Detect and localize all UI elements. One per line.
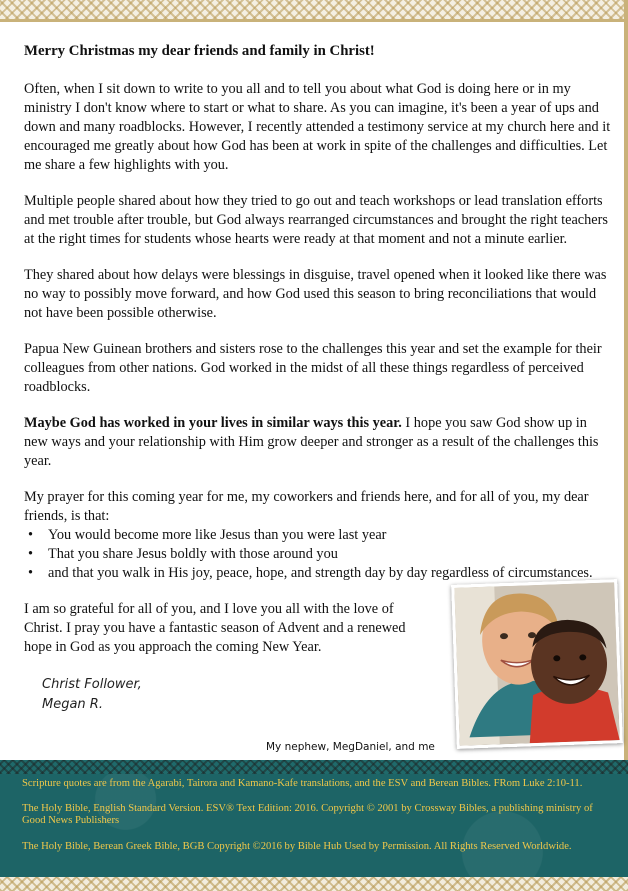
paragraph-maybe: [24, 414, 614, 471]
footer-bgb-copyright: The Holy Bible, Berean Greek Bible, BGB Copyright ©2016 by Bible Hub Used by Permission. All Rights Reserved Worldwide.: [22, 840, 572, 852]
photo-caption: My nephew, MegDaniel, and me: [266, 741, 435, 753]
paragraph-delays: They shared about how delays were blessings in disguise, travel opened when it looked like there was no way to possibly move forward, and how God used this season to bring reconciliations that would not have been possible otherwise.: [24, 267, 607, 321]
prayer-item: • That you share Jesus boldly with those around you: [24, 545, 614, 564]
signature: [42, 675, 142, 715]
top-decorative-border: [0, 0, 628, 22]
right-border-line: [624, 0, 628, 760]
photo-illustration: [454, 582, 619, 745]
footer-scripture-sources: Scripture quotes are from the Agarabi, Tairora and Kamano-Kafe translations, and the ESV and Berean Bibles. FRom Luke 2:10-11.: [22, 778, 583, 789]
prayer-intro: My prayer for this coming year for me, my coworkers and friends here, and for all of you, my dear friends, is that:: [24, 489, 589, 524]
family-photo: [451, 579, 623, 749]
footer-credits: [22, 778, 602, 866]
prayer-item: • and that you walk in His joy, peace, hope, and strength day by day regardless of circumstances.: [24, 564, 614, 583]
letter-body: [24, 42, 614, 674]
footer-banner: [0, 760, 628, 891]
prayer-item: • You would become more like Jesus than you were last year: [24, 526, 614, 545]
paragraph-maybe-bold: Maybe God has worked in your lives in similar ways this year.: [24, 415, 402, 431]
footer-esv-copyright: The Holy Bible, English Standard Version. ESV® Text Edition: 2016. Copyright © 2001 by Crossway Bibles, a publishing ministry of Good News Publishers: [22, 803, 593, 827]
signature-line-2: Megan R.: [42, 697, 103, 712]
letter-greeting: Merry Christmas my dear friends and family in Christ!: [24, 43, 375, 59]
closing-paragraph: I am so grateful for all of you, and I love you all with the love of Christ. I pray you have a fantastic season of Advent and a renewed hope in God as you approach the coming New Year.: [24, 601, 406, 655]
paragraph-png: Papua New Guinean brothers and sisters rose to the challenges this year and set the example for their colleagues from other nations. God worked in the midst of all these things regardless of perceived roadblocks.: [24, 341, 602, 395]
signature-line-1: Christ Follower,: [42, 677, 142, 692]
paragraph-testimonies: Multiple people shared about how they tried to go out and teach workshops or lead translation efforts and met trouble after trouble, but God always rearranged circumstances and brought the right teachers at the right times for students whose hearts were ready at that moment and not a minute earlier.: [24, 193, 608, 247]
paragraph-maybe-rest: I hope you saw God show up in new ways and your relationship with Him grow deeper and stronger as a result of the challenges this year.: [24, 415, 599, 469]
paragraph-intro: Often, when I sit down to write to you all and to tell you about what God is doing here or in my ministry I don't know where to start or what to share. As you can imagine, it's been a year of ups and down and many roadblocks. However, I recently attended a testimony service at my church here and it encouraged me greatly about how God has been at work in spite of the challenges and difficulties. Let me share a few highlights with you.: [24, 81, 611, 173]
prayer-list: [24, 526, 614, 583]
